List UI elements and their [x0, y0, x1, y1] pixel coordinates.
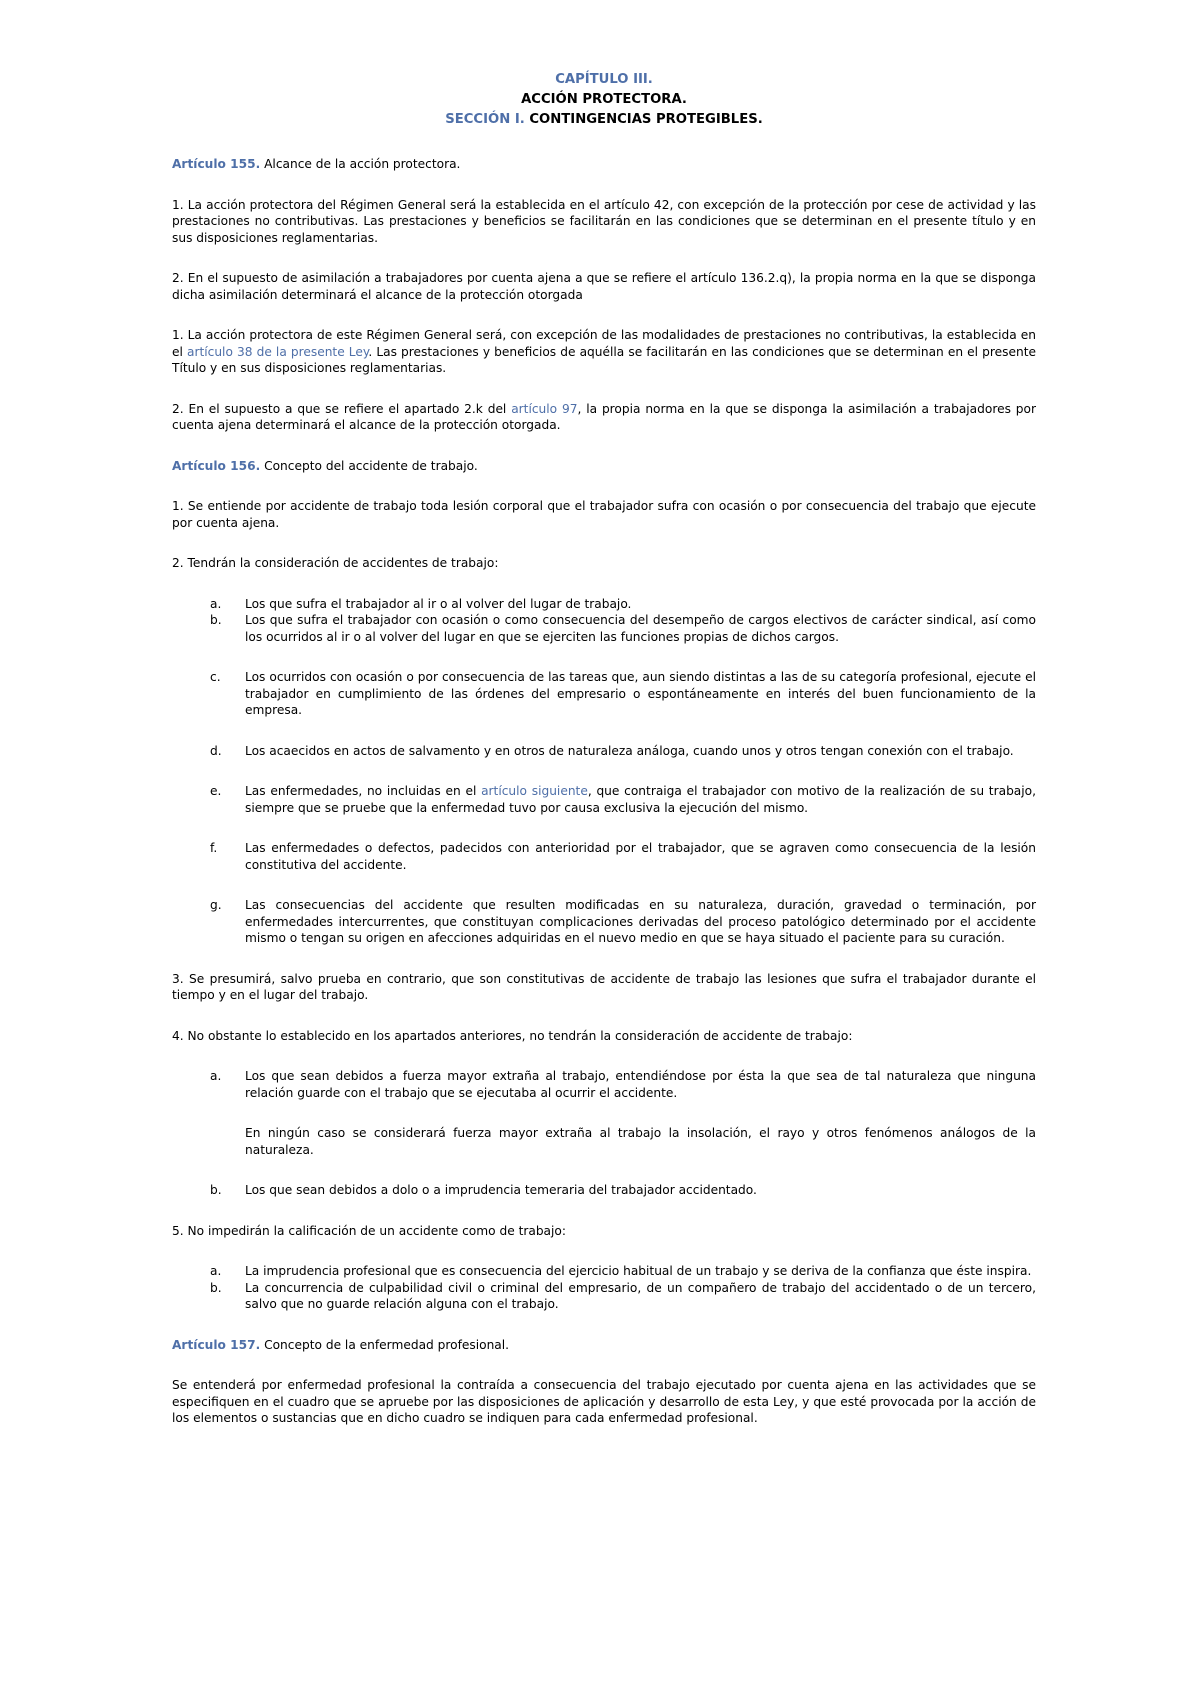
article-155-paragraph-2: 2. En el supuesto de asimilación a trabajadores por cuenta ajena a que se refiere el artículo 136.2.q), la propia norma en la que se disponga dicha asimilación determinará el alcance de la protección otorgada — [172, 271, 1036, 302]
list-item-text: Los que sean debidos a dolo o a imprudencia temeraria del trabajador accidentado. — [245, 1183, 757, 1197]
list-item-text: Las enfermedades, no incluidas en el — [245, 784, 482, 798]
list-item-text: Los que sufra el trabajador al ir o al volver del lugar de trabajo. — [245, 596, 632, 611]
list-item-text: Las consecuencias del accidente que resulten modificadas en su naturaleza, duración, gravedad o terminación, por enfermedades intercurrentes, que constituyan complicaciones derivadas del proceso patológico determinado por el accidente mismo o tengan su origen en afecciones adquiridas en el nuevo medio en que se haya situado el paciente para su curación. — [245, 898, 1036, 945]
chapter-header — [172, 70, 1036, 130]
article-156-heading — [172, 458, 1036, 475]
article-156-paragraph-1: 1. Se entiende por accidente de trabajo toda lesión corporal que el trabajador sufra con ocasión o por consecuencia del trabajo que ejecute por cuenta ajena. — [172, 499, 1036, 530]
list-marker: d. — [210, 743, 222, 758]
exclusions-list — [172, 1068, 1036, 1199]
list-item — [172, 897, 1036, 947]
list-item — [172, 612, 1036, 645]
article-155-paragraph-3 — [172, 327, 1036, 377]
article-157-heading — [172, 1337, 1036, 1354]
article-155-heading — [172, 156, 1036, 173]
list-marker: b. — [210, 1183, 222, 1197]
article-155-link[interactable]: Artículo 155. — [172, 157, 261, 171]
text-run: . Las prestaciones y beneficios de aquélla se facilitarán en las condiciones que se determinan en el presente Título y en sus disposiciones reglamentarias. — [172, 344, 1036, 375]
list-marker: a. — [210, 596, 222, 611]
article-156-paragraph-5: 5. No impedirán la calificación de un accidente como de trabajo: — [172, 1223, 566, 1238]
text-run: , la propia norma en la que se disponga la asimilación a trabajadores por cuenta ajena determinará el alcance de la protección otorgada. — [172, 401, 1036, 432]
non-impediments-list — [172, 1263, 1036, 1313]
list-marker: b. — [210, 613, 222, 627]
spacer — [172, 130, 1036, 156]
article-157-title: Concepto de la enfermedad profesional. — [260, 1337, 510, 1352]
list-marker: b. — [210, 1280, 222, 1295]
list-item-text: Las enfermedades o defectos, padecidos con anterioridad por el trabajador, que se agraven como consecuencia de la lesión constitutiva del accidente. — [245, 841, 1036, 872]
article-156-paragraph-3: 3. Se presumirá, salvo prueba en contrario, que son constitutivas de accidente de trabajo las lesiones que sufra el trabajador durante el tiempo y en el lugar del trabajo. — [172, 971, 1036, 1002]
list-marker: f. — [210, 841, 218, 855]
section-number-link[interactable]: SECCIÓN I. — [445, 112, 525, 127]
list-marker: c. — [210, 670, 221, 684]
list-item — [172, 596, 1036, 613]
article-97-link[interactable]: artículo 97 — [511, 401, 578, 416]
list-item — [172, 1182, 1036, 1199]
article-155-title: Alcance de la acción protectora. — [260, 157, 461, 171]
list-item-text: La concurrencia de culpabilidad civil o criminal del empresario, de un compañero de trabajo del accidentado o de un tercero, salvo que no guarde relación alguna con el trabajo. — [245, 1280, 1036, 1311]
next-article-link[interactable]: artículo siguiente — [481, 784, 588, 798]
accidents-list — [172, 596, 1036, 947]
text-run: 1. La acción protectora de este Régimen General será, con excepción de las modalidades de prestaciones no contributivas, la establecida en el — [172, 328, 1036, 359]
text-run: 2. En el supuesto a que se refiere el apartado 2.k del — [172, 401, 512, 416]
article-38-link[interactable]: artículo 38 de la presente Ley — [186, 344, 369, 359]
article-156-paragraph-2: 2. Tendrán la consideración de accidentes de trabajo: — [172, 556, 499, 570]
list-marker: e. — [210, 784, 222, 798]
document-page — [172, 70, 1036, 1451]
list-marker: a. — [210, 1264, 222, 1278]
list-marker: a. — [210, 1069, 222, 1083]
article-157-link[interactable]: Artículo 157. — [172, 1337, 261, 1352]
list-item-text: Los ocurridos con ocasión o por consecuencia de las tareas que, aun siendo distintas a las de su categoría profesional, ejecute el trabajador en cumplimiento de las órdenes del empresario o espontáneamente en interés del buen funcionamiento de la empresa. — [245, 670, 1036, 717]
list-item — [172, 840, 1036, 873]
list-item — [172, 1263, 1036, 1280]
list-item — [172, 669, 1036, 719]
article-156-title: Concepto del accidente de trabajo. — [260, 458, 478, 473]
list-item-text: , que contraiga el trabajador con motivo de la realización de su trabajo, siempre que se pruebe que la enfermedad tuvo por causa exclusiva la ejecución del mismo. — [245, 784, 1036, 815]
list-item — [172, 1280, 1036, 1313]
list-item — [172, 743, 1036, 760]
list-marker: g. — [210, 898, 222, 912]
article-155-paragraph-1: 1. La acción protectora del Régimen General será la establecida en el artículo 42, con excepción de la protección por cese de actividad y las prestaciones no contributivas. Las prestaciones y beneficios se facilitarán en las condiciones que se determinan en el presente título y en sus disposiciones reglamentarias. — [172, 197, 1036, 245]
article-156-link[interactable]: Artículo 156. — [172, 458, 261, 473]
list-item-text: Los que sufra el trabajador con ocasión o como consecuencia del desempeño de cargos electivos de carácter sindical, así como los ocurridos al ir o al volver del lugar en que se ejerciten las funciones propias de dichos cargos. — [245, 613, 1036, 644]
chapter-number[interactable]: CAPÍTULO III. — [555, 72, 653, 87]
article-157-paragraph-1: Se entenderá por enfermedad profesional la contraída a consecuencia del trabajo ejecutado por cuenta ajena en las actividades que se especifiquen en el cuadro que se apruebe por las disposiciones de aplicación y desarrollo de esta Ley, y que esté provocada por la acción de los elementos o sustancias que en dicho cuadro se indiquen para cada enfermedad profesional. — [172, 1378, 1036, 1425]
list-item-subparagraph: En ningún caso se considerará fuerza mayor extraña al trabajo la insolación, el rayo y otros fenómenos análogos de la naturaleza. — [245, 1126, 1036, 1157]
article-155-paragraph-4 — [172, 401, 1036, 434]
list-item-text: Los acaecidos en actos de salvamento y en otros de naturaleza análoga, cuando unos y otros tengan conexión con el trabajo. — [245, 743, 1014, 758]
list-item — [172, 783, 1036, 816]
article-156-paragraph-4: 4. No obstante lo establecido en los apartados anteriores, no tendrán la consideración de accidente de trabajo: — [172, 1028, 853, 1043]
list-item — [172, 1068, 1036, 1158]
section-heading — [172, 110, 1036, 130]
list-item-text: La imprudencia profesional que es consecuencia del ejercicio habitual de un trabajo y se deriva de la confianza que éste inspira. — [245, 1264, 1032, 1278]
list-item-text: Los que sean debidos a fuerza mayor extraña al trabajo, entendiéndose por ésta la que sea de tal naturaleza que ninguna relación guarde con el trabajo que se ejecutaba al ocurrir el accidente. — [245, 1069, 1036, 1100]
chapter-title: ACCIÓN PROTECTORA. — [521, 92, 687, 107]
section-title: CONTINGENCIAS PROTEGIBLES. — [524, 112, 763, 127]
